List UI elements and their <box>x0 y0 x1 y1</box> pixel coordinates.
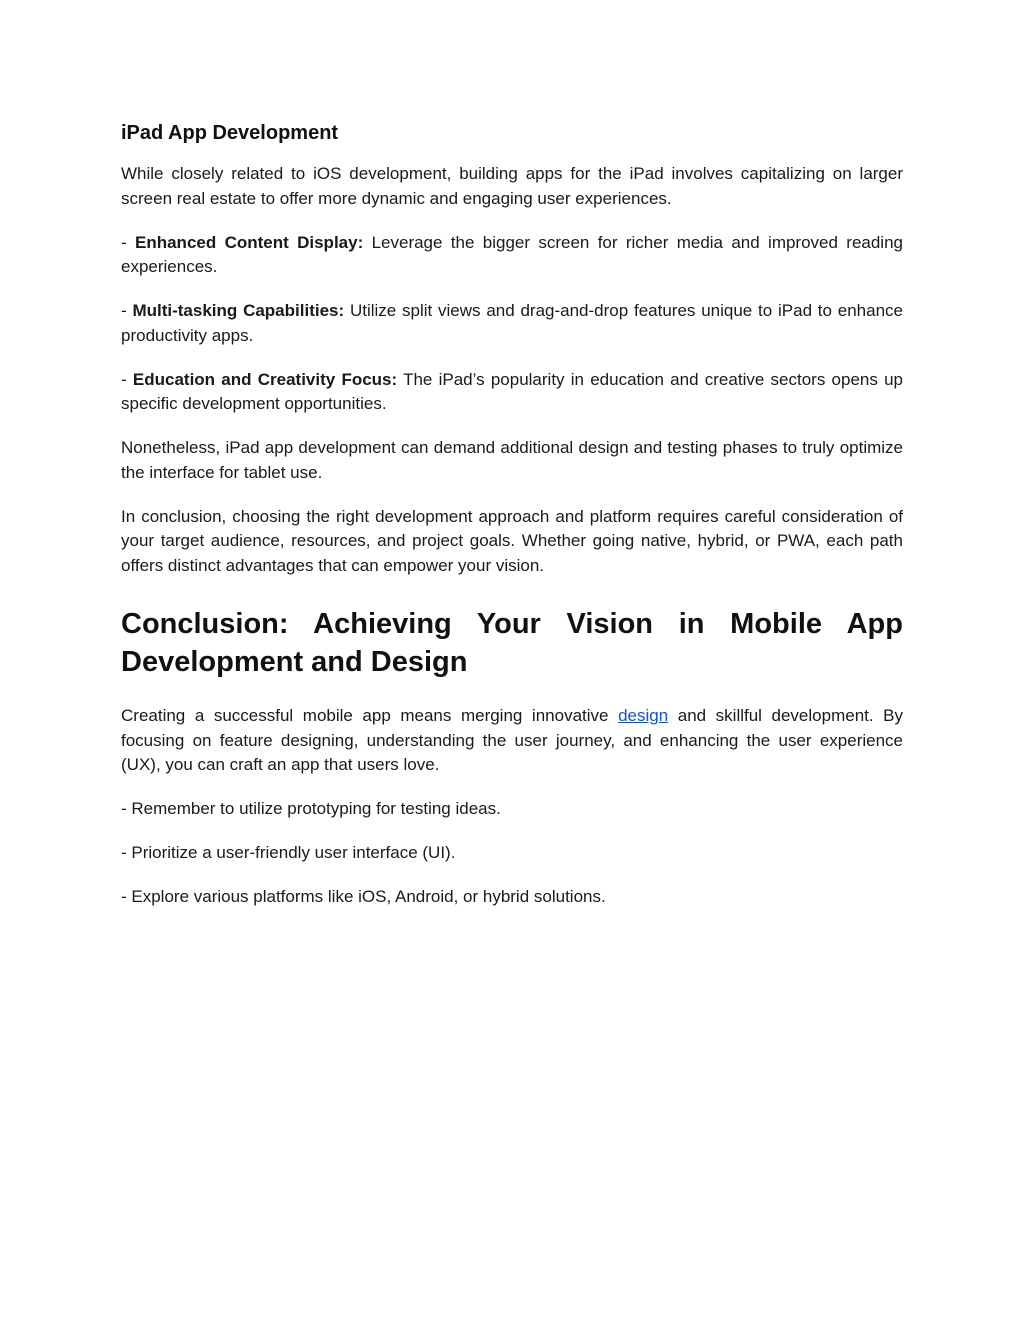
bullet-enhanced-content <box>121 231 903 280</box>
tip-prototyping: - Remember to utilize prototyping for testing ideas. <box>121 799 501 818</box>
design-link[interactable]: design <box>618 706 669 725</box>
paragraph-conclusion-intro <box>121 704 903 778</box>
intro-text-before: Creating a successful mobile app means merging innovative <box>121 706 619 725</box>
section-heading-conclusion: Conclusion: Achieving Your Vision in Mobile App Development and Design <box>121 608 903 678</box>
tip-platforms: - Explore various platforms like iOS, Android, or hybrid solutions. <box>121 887 606 906</box>
paragraph-ipad-intro: While closely related to iOS development, building apps for the iPad involves capitalizing on larger screen real estate to offer more dynamic and engaging user experiences. <box>121 164 903 208</box>
bullet-label: Enhanced Content Display: <box>135 232 364 252</box>
bullet-prefix: - <box>121 369 133 389</box>
bullet-label: Multi-tasking Capabilities: <box>132 301 345 320</box>
bullet-text: The iPad’s popularity in education and creative sectors opens up specific development opportunities. <box>121 369 903 413</box>
bullet-prefix: - <box>121 232 135 252</box>
bullet-multitasking <box>121 299 903 348</box>
bullet-label: Education and Creativity Focus: <box>132 369 398 389</box>
tip-user-interface: - Prioritize a user-friendly user interface (UI). <box>121 843 456 862</box>
bullet-prefix: - <box>121 301 133 320</box>
bullet-text: Leverage the bigger screen for richer media and improved reading experiences. <box>121 232 903 276</box>
paragraph-ipad-note: Nonetheless, iPad app development can demand additional design and testing phases to truly optimize the interface for tablet use. <box>121 438 903 482</box>
bullet-text: Utilize split views and drag-and-drop features unique to iPad to enhance productivity apps. <box>121 301 903 345</box>
bullet-education-creativity <box>121 368 903 417</box>
section-heading-ipad: iPad App Development <box>121 122 339 144</box>
paragraph-summary: In conclusion, choosing the right development approach and platform requires careful consideration of your target audience, resources, and project goals. Whether going native, hybrid, or PWA, each path offers distinct advantages that can empower your vision. <box>121 506 903 575</box>
intro-text-after: and skillful development. By focusing on feature designing, understanding the user journey, and enhancing the user experience (UX), you can craft an app that users love. <box>121 706 903 774</box>
document-page <box>121 118 903 929</box>
